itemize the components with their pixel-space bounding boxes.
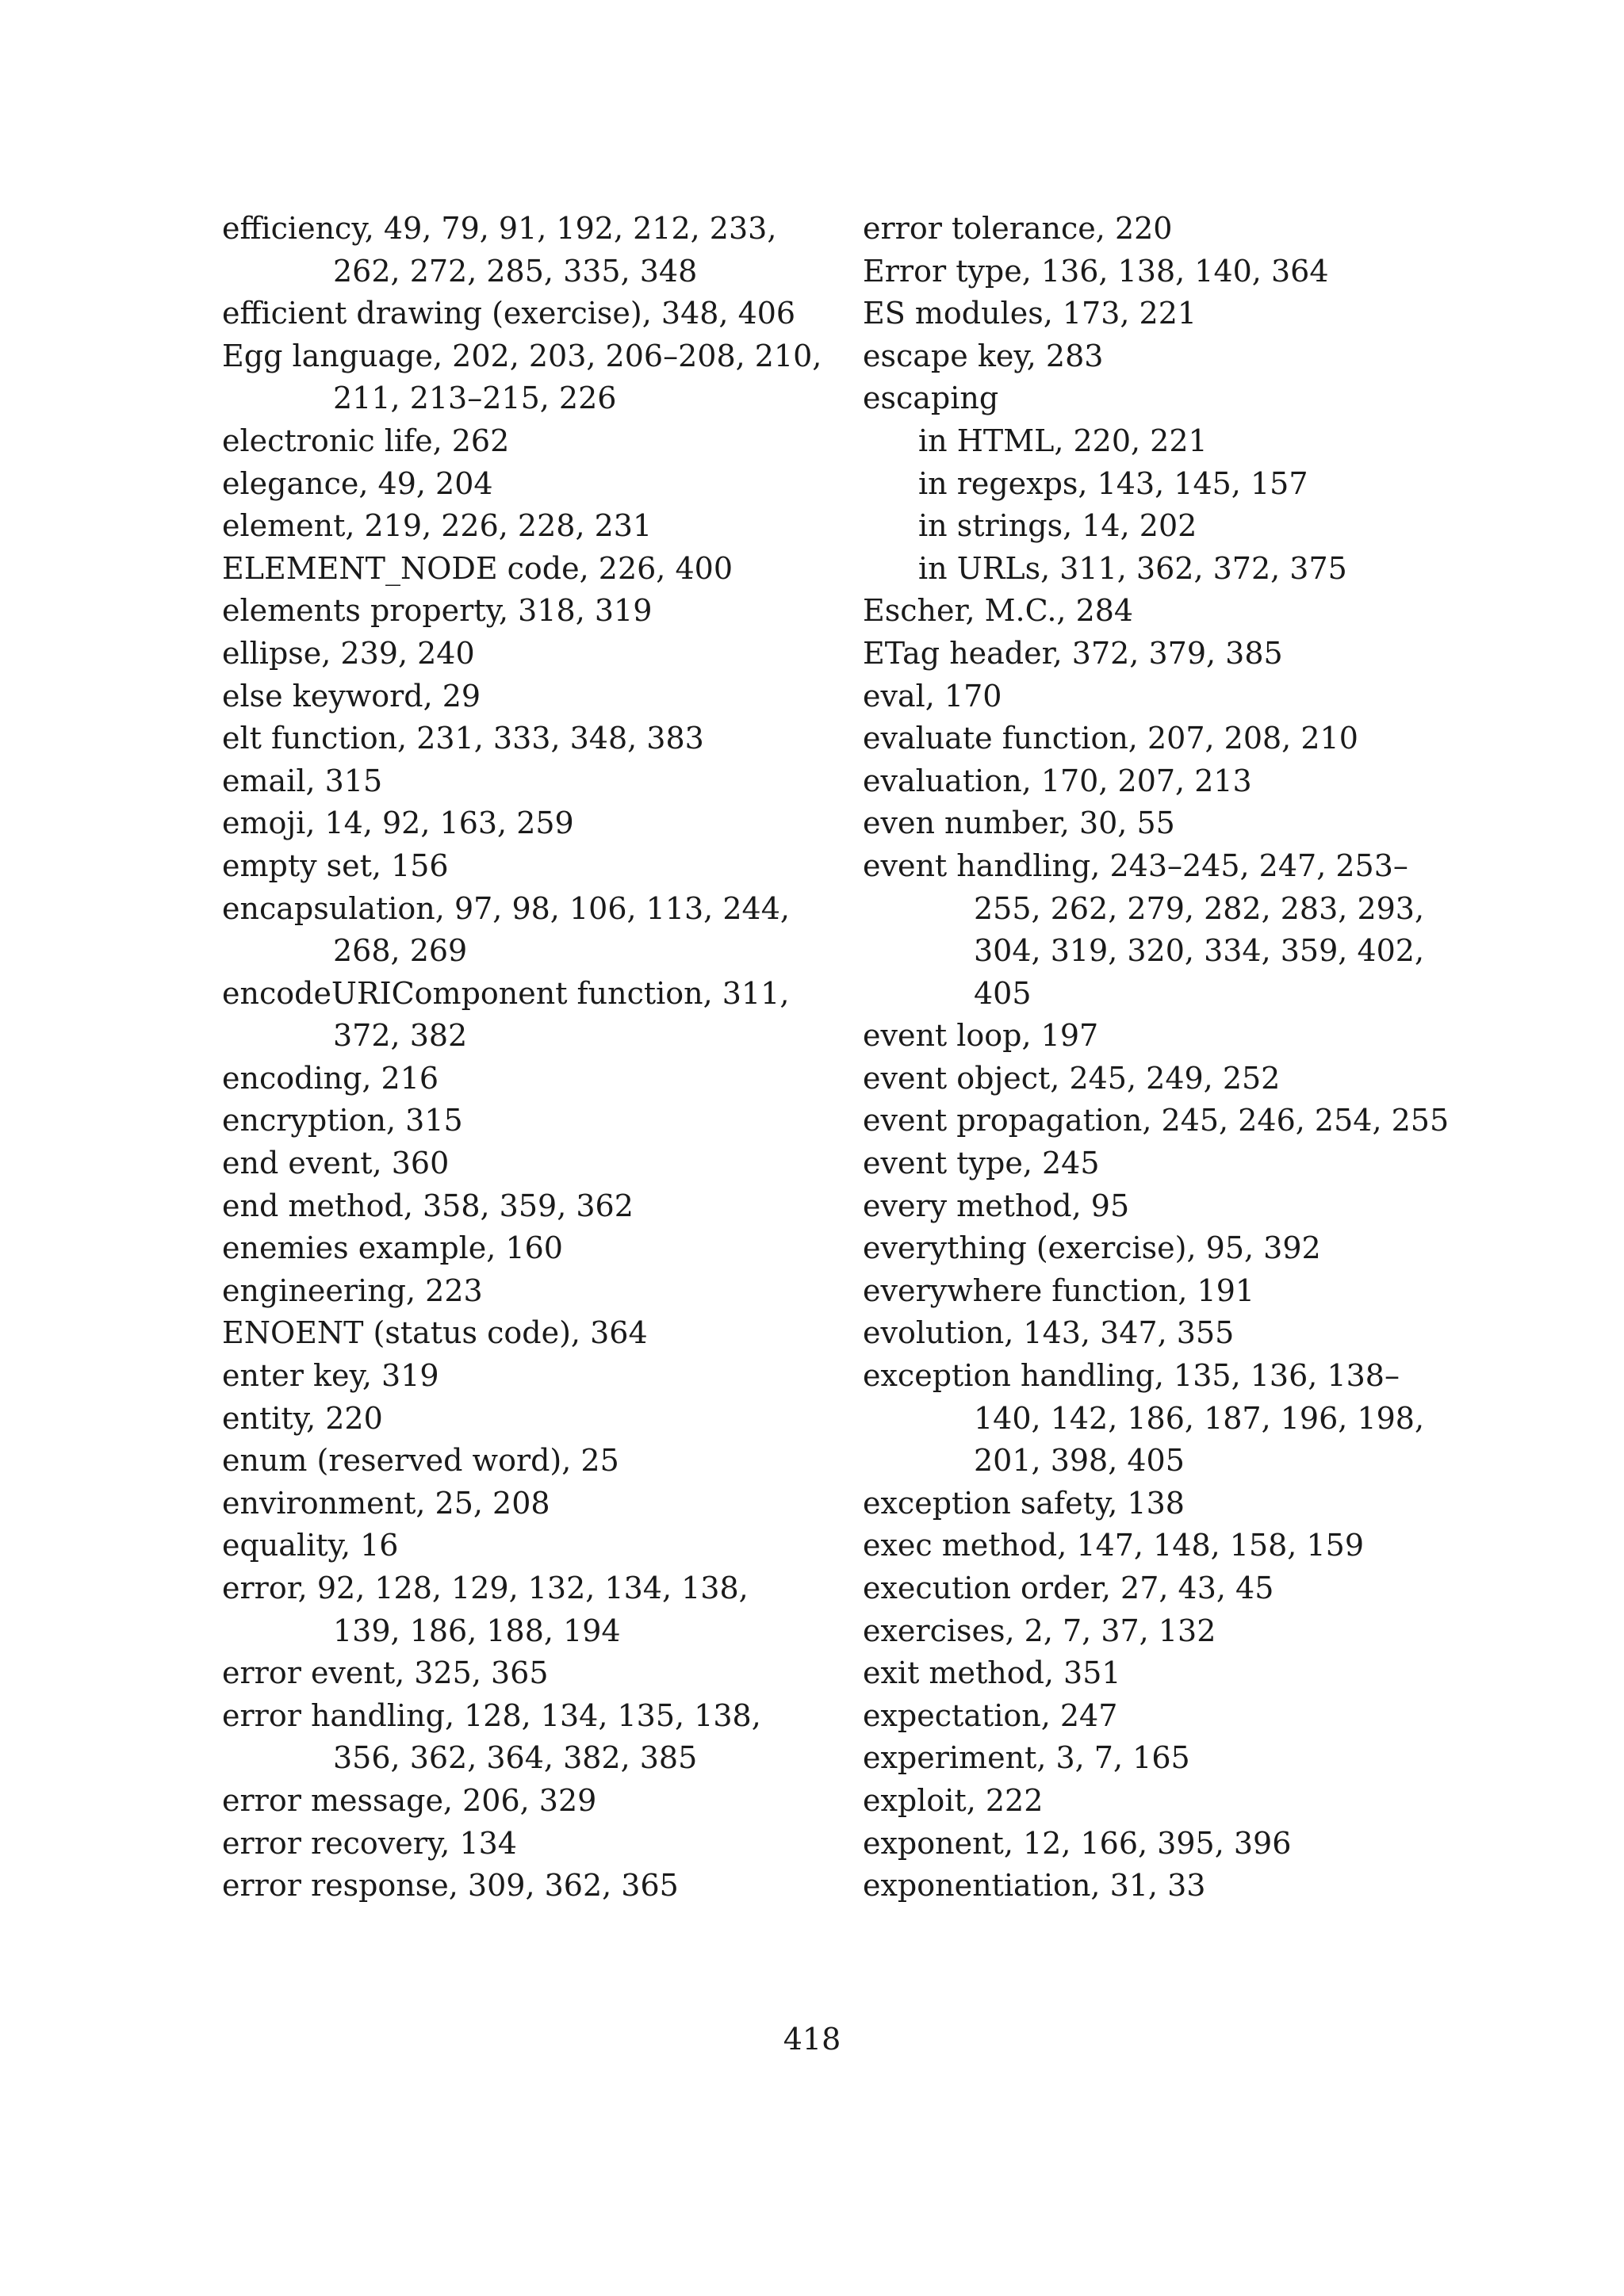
index-subentry: in regexps, 143, 145, 157 [918,465,1308,501]
index-subentry: in URLs, 311, 362, 372, 375 [918,550,1347,586]
index-entry: exponent, 12, 166, 395, 396 [863,1825,1292,1861]
index-entry: exponentiation, 31, 33 [863,1868,1206,1904]
index-subentry: in strings, 14, 202 [918,508,1197,544]
index-entry-continuation: 211, 213–215, 226 [333,381,617,416]
index-entry: emoji, 14, 92, 163, 259 [222,806,574,841]
index-entry: error, 92, 128, 129, 132, 134, 138, [222,1571,749,1605]
index-entry: encoding, 216 [222,1060,439,1096]
index-entry: electronic life, 262 [222,423,510,458]
index-entry: Egg language, 202, 203, 206–208, 210, [222,338,822,373]
index-entry: experiment, 3, 7, 165 [863,1740,1190,1776]
index-column-left [222,208,822,1908]
index-entry: event handling, 243–245, 247, 253– [863,848,1408,883]
index-entry: expectation, 247 [863,1697,1118,1733]
index-entry: exploit, 222 [863,1782,1044,1818]
index-entry: efficiency, 49, 79, 91, 192, 212, 233, [222,211,777,246]
index-entry: eval, 170 [863,678,1002,714]
index-entry: error tolerance, 220 [863,211,1173,246]
index-entry-continuation: 140, 142, 186, 187, 196, 198, [974,1400,1425,1436]
index-entry-continuation: 139, 186, 188, 194 [333,1613,621,1648]
index-entry: ellipse, 239, 240 [222,635,475,671]
index-entry: exercises, 2, 7, 37, 132 [863,1613,1216,1648]
index-entry: exception handling, 135, 136, 138– [863,1358,1400,1394]
index-entry: efficient drawing (exercise), 348, 406 [222,296,796,331]
index-entry: evolution, 143, 347, 355 [863,1315,1235,1351]
index-column-right [863,208,1450,1908]
index-entry: enemies example, 160 [222,1230,563,1266]
index-entry: even number, 30, 55 [863,806,1175,841]
index-entry: ENOENT (status code), 364 [222,1315,648,1351]
index-entry: enum (reserved word), 25 [222,1443,619,1479]
index-entry: ES modules, 173, 221 [863,296,1197,331]
index-entry: encodeURIComponent function, 311, [222,975,790,1011]
index-entry: elements property, 318, 319 [222,593,653,629]
index-entry-continuation: 372, 382 [333,1018,468,1054]
index-entry-continuation: 268, 269 [333,933,468,969]
index-entry: Error type, 136, 138, 140, 364 [863,253,1329,289]
index-entry: event type, 245 [863,1146,1100,1181]
index-entry: entity, 220 [222,1400,383,1436]
index-entry: error message, 206, 329 [222,1782,597,1818]
index-entry: error handling, 128, 134, 135, 138, [222,1697,761,1733]
index-entry: escape key, 283 [863,338,1104,373]
index-entry: encapsulation, 97, 98, 106, 113, 244, [222,890,790,926]
index-entry: execution order, 27, 43, 45 [863,1571,1274,1605]
index-entry: everywhere function, 191 [863,1272,1255,1308]
index-entry: event loop, 197 [863,1018,1099,1054]
index-entry: else keyword, 29 [222,678,481,714]
index-entry-continuation: 304, 319, 320, 334, 359, 402, [974,933,1425,969]
index-entry: everything (exercise), 95, 392 [863,1230,1321,1266]
index-entry: enter key, 319 [222,1358,439,1394]
index-entry: equality, 16 [222,1528,399,1563]
page-number: 418 [783,2022,841,2057]
index-entry: escaping [863,381,999,416]
index-entry: Escher, M.C., 284 [863,593,1134,629]
index-entry: email, 315 [222,763,383,798]
index-entry-continuation: 356, 362, 364, 382, 385 [333,1740,698,1776]
index-entry: environment, 25, 208 [222,1485,550,1521]
index-entry: evaluate function, 207, 208, 210 [863,721,1358,756]
index-entry: element, 219, 226, 228, 231 [222,508,653,544]
index-entry: exec method, 147, 148, 158, 159 [863,1528,1364,1563]
index-entry: error event, 325, 365 [222,1655,549,1691]
index-entry: end event, 360 [222,1146,450,1181]
index-entry-continuation: 262, 272, 285, 335, 348 [333,253,698,289]
index-entry: encryption, 315 [222,1103,463,1138]
index-entry: event propagation, 245, 246, 254, 255 [863,1103,1450,1138]
index-entry-continuation: 255, 262, 279, 282, 283, 293, [974,890,1425,926]
index-entry: event object, 245, 249, 252 [863,1060,1281,1096]
index-entry: evaluation, 170, 207, 213 [863,763,1252,798]
index-entry: elegance, 49, 204 [222,465,493,501]
index-entry: engineering, 223 [222,1272,483,1308]
index-entry: error recovery, 134 [222,1825,517,1861]
index-entry: ETag header, 372, 379, 385 [863,635,1283,671]
index-entry: elt function, 231, 333, 348, 383 [222,721,704,756]
index-entry: exit method, 351 [863,1655,1121,1691]
index-entry-continuation: 405 [974,975,1032,1011]
index-entry: ELEMENT_NODE code, 226, 400 [222,550,733,586]
index-entry: empty set, 156 [222,848,449,883]
index-entry-continuation: 201, 398, 405 [974,1443,1185,1479]
index-entry: error response, 309, 362, 365 [222,1868,679,1904]
index-entry: exception safety, 138 [863,1485,1185,1521]
index-entry: end method, 358, 359, 362 [222,1188,634,1223]
index-subentry: in HTML, 220, 221 [918,423,1208,458]
index-entry: every method, 95 [863,1188,1130,1223]
